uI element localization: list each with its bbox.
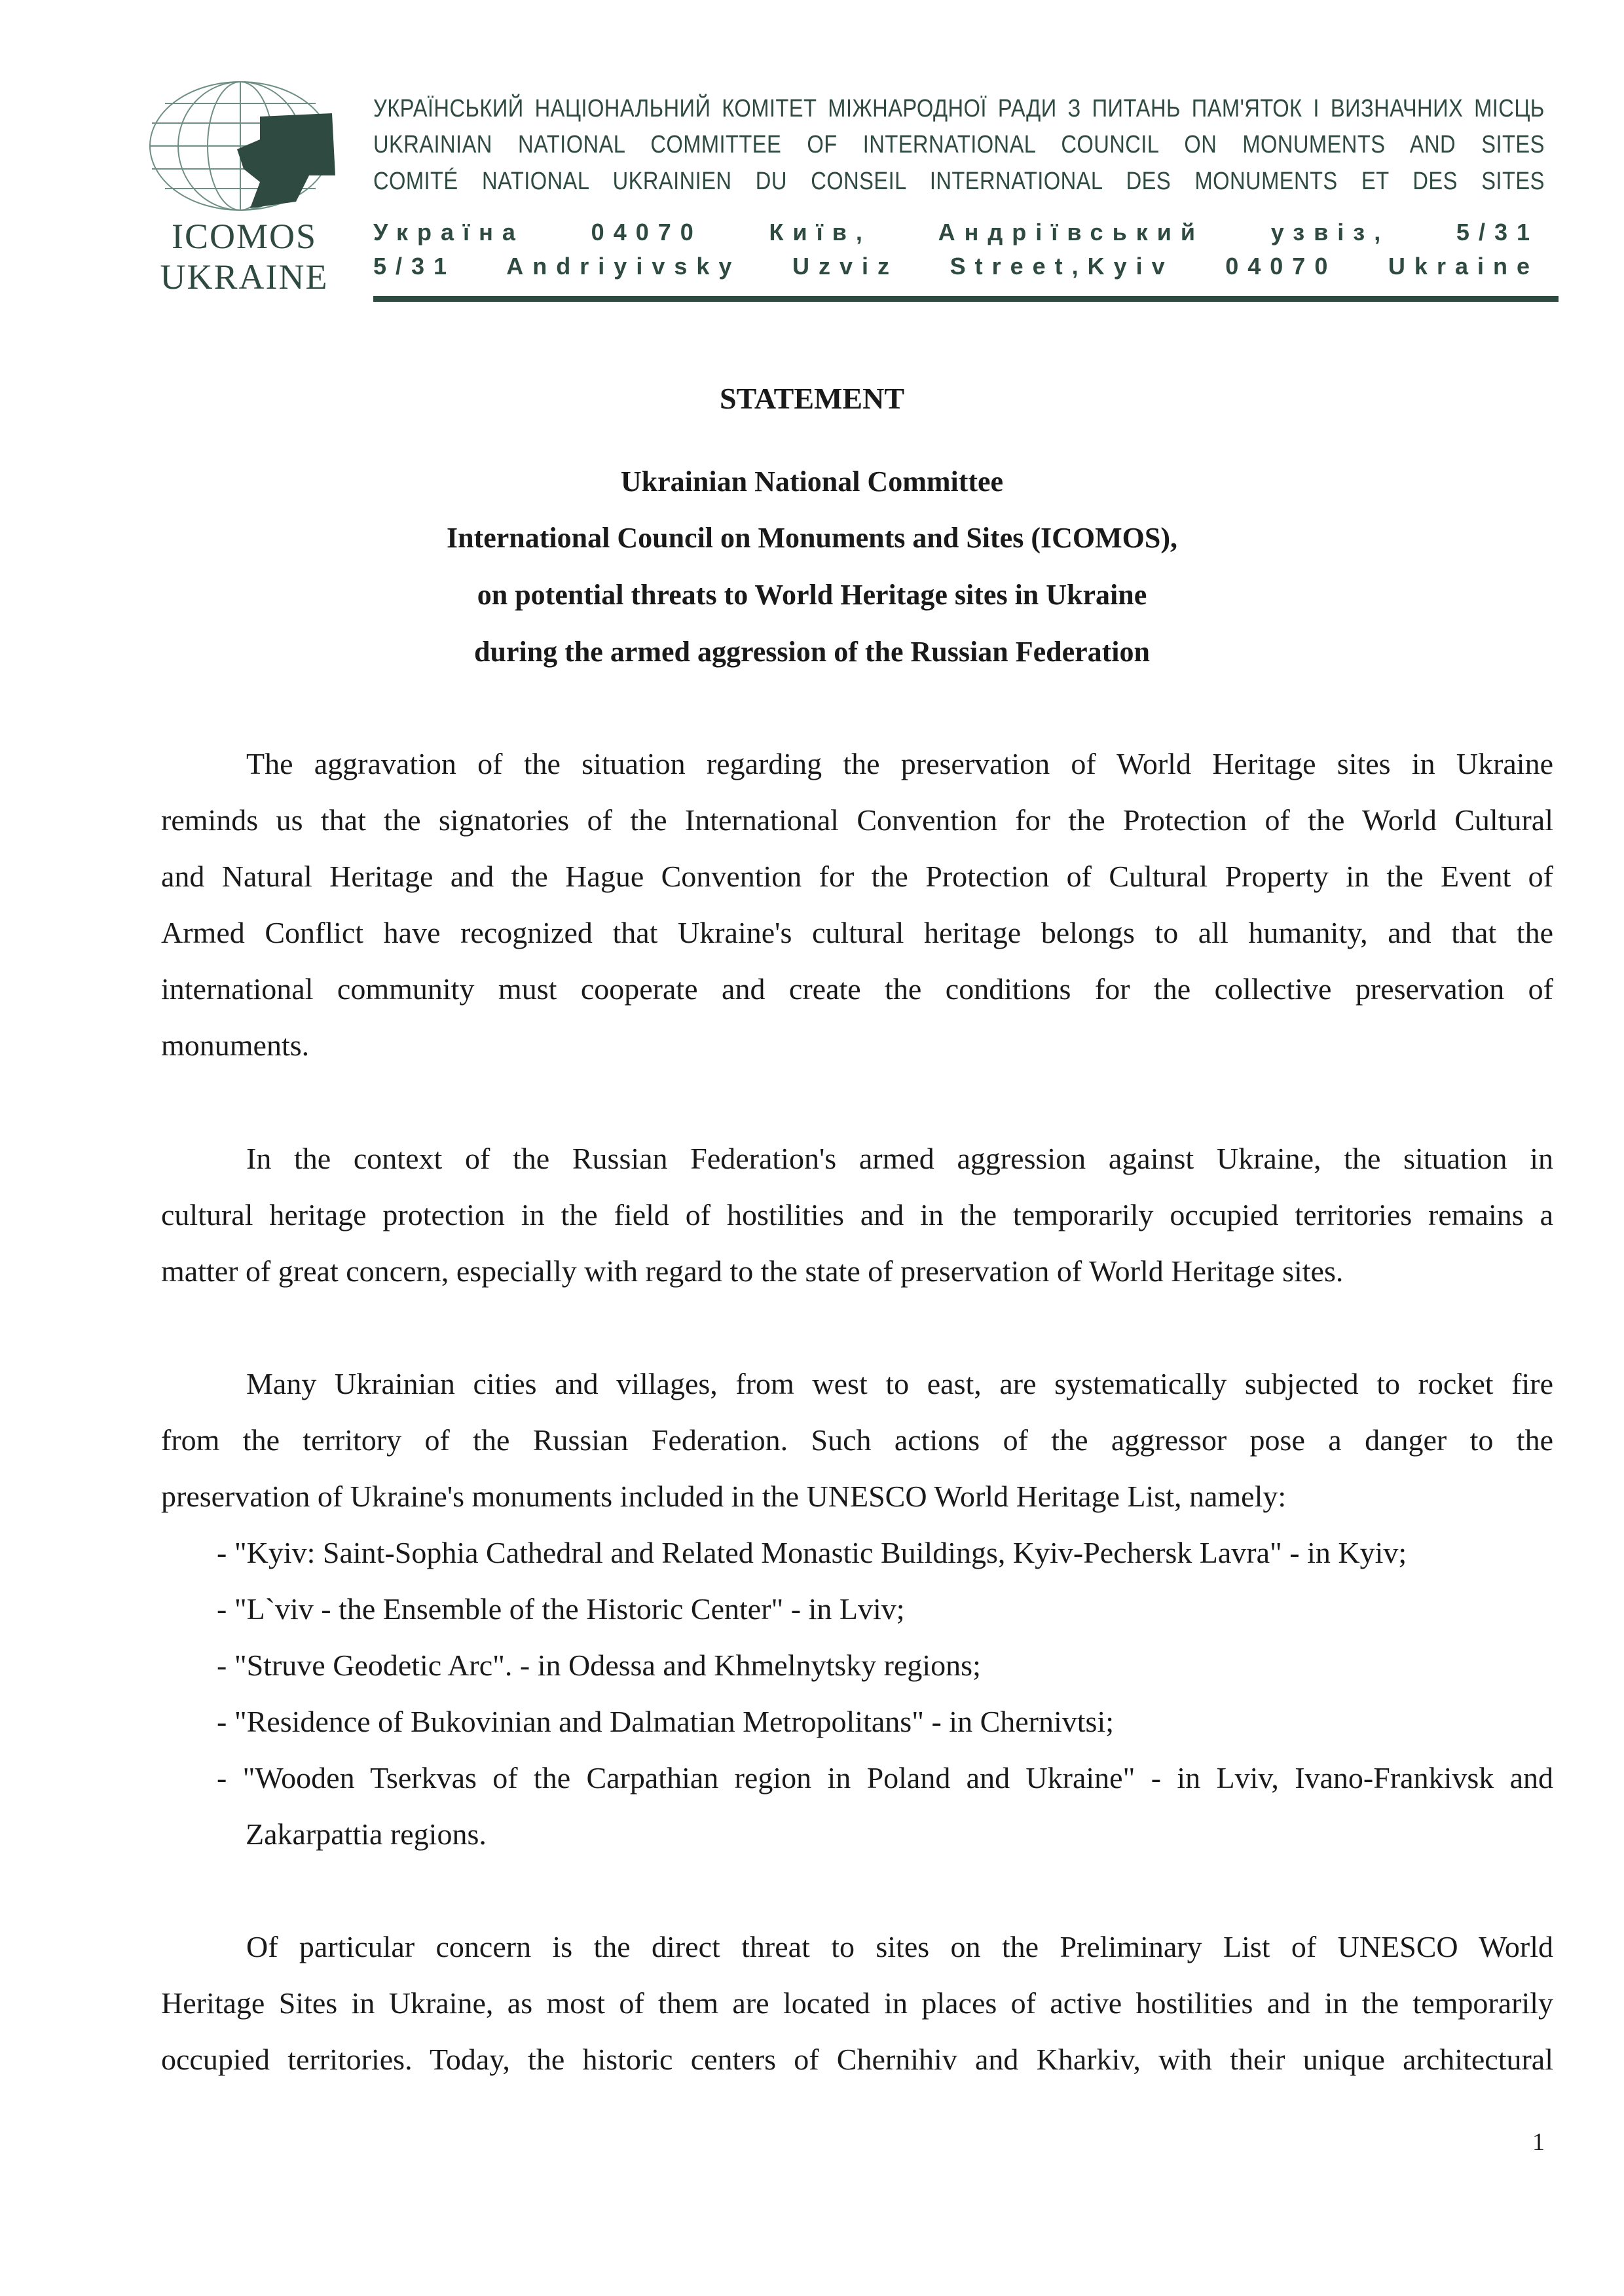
page-number: 1 [1532, 2128, 1545, 2156]
heritage-site-list-item: - "Struve Geodetic Arc". - in Odessa and Khmelnytsky regions; [217, 1649, 981, 1682]
paragraph-line: reminds us that the signatories of the International Convention for the Protection of the World Cultural [161, 803, 1553, 837]
paragraph-line: matter of great concern, especially with regard to the state of preservation of World Heritage sites. [161, 1254, 1344, 1288]
subtitle-line: Ukrainian National Committee [620, 465, 1004, 498]
paragraph-line: Many Ukrainian cities and villages, from west to east, are systematically subjected to rocket fire [246, 1367, 1553, 1400]
icomos-globe-logo [145, 77, 342, 215]
logo-text-icomos: ICOMOS [171, 217, 318, 256]
letterhead-divider [373, 296, 1559, 302]
paragraph-line: occupied territories. Today, the historic centers of Chernihiv and Kharkiv, with their unique architectural [161, 2043, 1553, 2076]
logo-text-ukraine: UKRAINE [160, 257, 329, 297]
paragraph-line: preservation of Ukraine's monuments included in the UNESCO World Heritage List, namely: [161, 1480, 1287, 1513]
paragraph-line: from the territory of the Russian Federation. Such actions of the aggressor pose a danger to the [161, 1423, 1553, 1457]
paragraph-line: In the context of the Russian Federation's armed aggression against Ukraine, the situation in [246, 1142, 1553, 1175]
paragraph-line: The aggravation of the situation regarding the preservation of World Heritage sites in Ukraine [246, 747, 1553, 780]
subtitle-line: on potential threats to World Heritage sites in Ukraine [477, 579, 1147, 611]
heritage-site-list-item: - "Wooden Tserkvas of the Carpathian region in Poland and Ukraine" - in Lviv, Ivano-Frankivsk and [217, 1761, 1553, 1795]
paragraph-line: monuments. [161, 1029, 310, 1062]
letterhead-english: UKRAINIAN NATIONAL COMMITTEE OF INTERNATIONAL COUNCIL ON MONUMENTS AND SITES [373, 131, 1545, 158]
paragraph-line: Heritage Sites in Ukraine, as most of them are located in places of active hostilities and in the temporarily [161, 1986, 1553, 2020]
paragraph-line: Of particular concern is the direct threat to sites on the Preliminary List of UNESCO World [246, 1930, 1553, 1963]
heritage-site-list-item: Zakarpattia regions. [246, 1817, 487, 1851]
heritage-site-list-item: - "Kyiv: Saint-Sophia Cathedral and Related Monastic Buildings, Kyiv-Pechersk Lavra" - in Kyiv; [217, 1536, 1407, 1569]
letterhead-french: COMITÉ NATIONAL UKRAINIEN DU CONSEIL INTERNATIONAL DES MONUMENTS ET DES SITES [373, 168, 1545, 195]
letterhead-ukrainian: УКРАЇНСЬКИЙ НАЦІОНАЛЬНИЙ КОМІТЕТ МІЖНАРОДНОЇ РАДИ З ПИТАНЬ ПАМ'ЯТОК І ВИЗНАЧНИХ МІСЦЬ [373, 95, 1545, 122]
subtitle-line: International Council on Monuments and Sites (ICOMOS), [446, 522, 1177, 554]
heritage-site-list-item: - "Residence of Bukovinian and Dalmatian Metropolitans" - in Chernivtsi; [217, 1705, 1115, 1738]
address-english: 5/31 Andriyivsky Uzviz Street,Kyiv 04070 Ukraine [373, 253, 1539, 280]
heritage-site-list-item: - "L`viv - the Ensemble of the Historic Center" - in Lviv; [217, 1592, 905, 1626]
subtitle-line: during the armed aggression of the Russian Federation [474, 636, 1150, 668]
paragraph-line: and Natural Heritage and the Hague Convention for the Protection of Cultural Property in the Event of [161, 860, 1553, 893]
paragraph-line: international community must cooperate and create the conditions for the collective preservation of [161, 972, 1553, 1006]
document-title: STATEMENT [719, 382, 905, 415]
paragraph-line: cultural heritage protection in the field of hostilities and in the temporarily occupied territories remains a [161, 1198, 1553, 1231]
paragraph-line: Armed Conflict have recognized that Ukraine's cultural heritage belongs to all humanity, and that the [161, 916, 1553, 949]
address-ukrainian: Україна 04070 Київ, Андріївський узвіз, 5/31 [373, 219, 1539, 246]
